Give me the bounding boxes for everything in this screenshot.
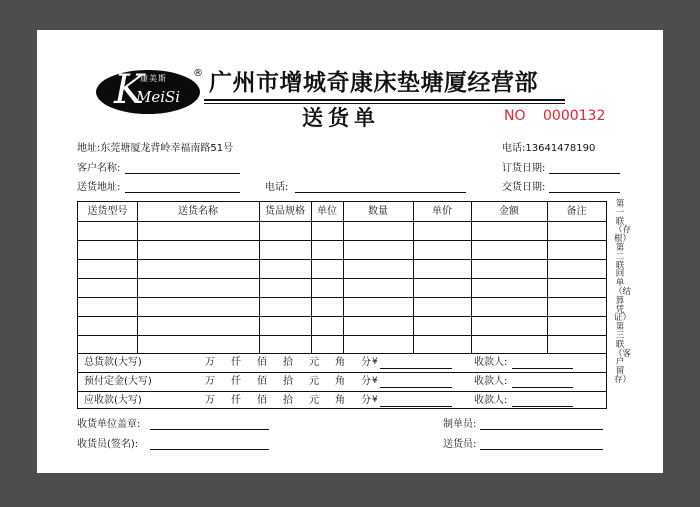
total-amount-field[interactable]: [380, 368, 452, 369]
table-row-divider: [78, 259, 606, 260]
col-header-spec: 货品规格: [265, 206, 305, 217]
company-address: 地址:东莞塘厦龙背岭幸福南路51号: [77, 143, 234, 154]
deposit-field[interactable]: [380, 387, 452, 388]
unit-fen: 分: [361, 376, 371, 387]
col-header-model: 送货型号: [87, 206, 128, 217]
unit-yuan: 元: [309, 376, 319, 387]
unit-shi: 拾: [283, 395, 293, 406]
yen-symbol: ¥: [372, 376, 378, 386]
delivery-person-label: 送货员:: [443, 439, 477, 450]
col-header-name: 送货名称: [178, 206, 218, 217]
col-header-unit: 单位: [317, 206, 337, 217]
unit-shi: 拾: [283, 357, 293, 368]
payee-label: 收款人:: [474, 395, 508, 406]
unit-jiao: 角: [335, 395, 345, 406]
payee-field[interactable]: [512, 406, 573, 407]
receivable-label: 应收款(大写): [84, 395, 142, 406]
unit-bai: 佰: [257, 376, 267, 387]
delivery-note-sheet: [37, 30, 663, 473]
delivery-date-label: 交货日期:: [502, 182, 546, 193]
delivery-address-field[interactable]: [125, 192, 240, 193]
col-header-remark: 备注: [566, 206, 587, 217]
unit-qian: 仟: [231, 376, 241, 387]
deposit-label: 预付定金(大写): [84, 376, 152, 387]
yen-symbol: ¥: [372, 357, 378, 367]
company-logo: [96, 70, 200, 114]
table-row-divider: [78, 316, 606, 317]
unit-qian: 仟: [231, 357, 241, 368]
form-maker-label: 制单员:: [443, 419, 477, 430]
order-date-field[interactable]: [549, 173, 620, 174]
payee-label: 收款人:: [474, 357, 508, 368]
receivable-field[interactable]: [380, 406, 452, 407]
receiver-signature-field[interactable]: [150, 449, 269, 450]
customer-name-label: 客户名称:: [77, 163, 121, 174]
copy-note: 第一联（存根）第二联回单（结算凭证）第三联（客户留存）: [614, 199, 632, 385]
order-date-label: 订货日期:: [502, 163, 546, 174]
col-header-amount: 金额: [499, 206, 519, 217]
customer-name-field[interactable]: [125, 173, 240, 174]
unit-bai: 佰: [257, 395, 267, 406]
unit-fen: 分: [361, 357, 371, 368]
col-header-quantity: 数量: [368, 206, 388, 217]
receiving-seal-label: 收货单位盖章:: [77, 419, 141, 430]
unit-wan: 万: [205, 376, 215, 387]
unit-wan: 万: [205, 357, 215, 368]
form-title: 送货单: [302, 106, 380, 130]
unit-yuan: 元: [309, 357, 319, 368]
company-phone: 电话:13641478190: [502, 143, 596, 154]
payee-label: 收款人:: [474, 376, 508, 387]
delivery-address-label: 送货地址:: [77, 182, 121, 193]
payee-field[interactable]: [512, 387, 573, 388]
col-header-price: 单价: [432, 206, 452, 217]
payee-field[interactable]: [512, 368, 573, 369]
serial-number-label: NO: [504, 108, 526, 124]
delivery-person-field[interactable]: [480, 449, 603, 450]
yen-symbol: ¥: [372, 395, 378, 405]
unit-yuan: 元: [309, 395, 319, 406]
company-name: 广州市增城奇康床垫塘厦经营部: [209, 70, 538, 96]
title-rule-thick: [204, 99, 565, 101]
total-amount-label: 总货款(大写): [84, 357, 142, 368]
table-row-divider: [78, 335, 606, 336]
table-row-divider: [78, 221, 606, 222]
unit-shi: 拾: [283, 376, 293, 387]
table-row-divider: [78, 297, 606, 298]
logo-english-text: MeiSi: [136, 88, 181, 106]
receiving-seal-field[interactable]: [150, 429, 269, 430]
logo-chinese-text: 康美斯: [140, 74, 167, 83]
unit-wan: 万: [205, 395, 215, 406]
unit-qian: 仟: [231, 395, 241, 406]
receiver-signature-label: 收货员(签名):: [77, 439, 139, 450]
tel-field[interactable]: [295, 192, 466, 193]
serial-number: 0000132: [543, 108, 606, 124]
unit-fen: 分: [361, 395, 371, 406]
form-maker-field[interactable]: [480, 429, 603, 430]
registered-mark: ®: [193, 68, 203, 79]
title-rule-thin: [204, 103, 565, 104]
logo-letter: K: [114, 70, 144, 113]
goods-table: [77, 201, 607, 409]
table-row-divider: [78, 278, 606, 279]
unit-jiao: 角: [335, 357, 345, 368]
tel-label: 电话:: [265, 182, 289, 193]
unit-bai: 佰: [257, 357, 267, 368]
table-row-divider: [78, 240, 606, 241]
delivery-date-field[interactable]: [549, 192, 620, 193]
unit-jiao: 角: [335, 376, 345, 387]
